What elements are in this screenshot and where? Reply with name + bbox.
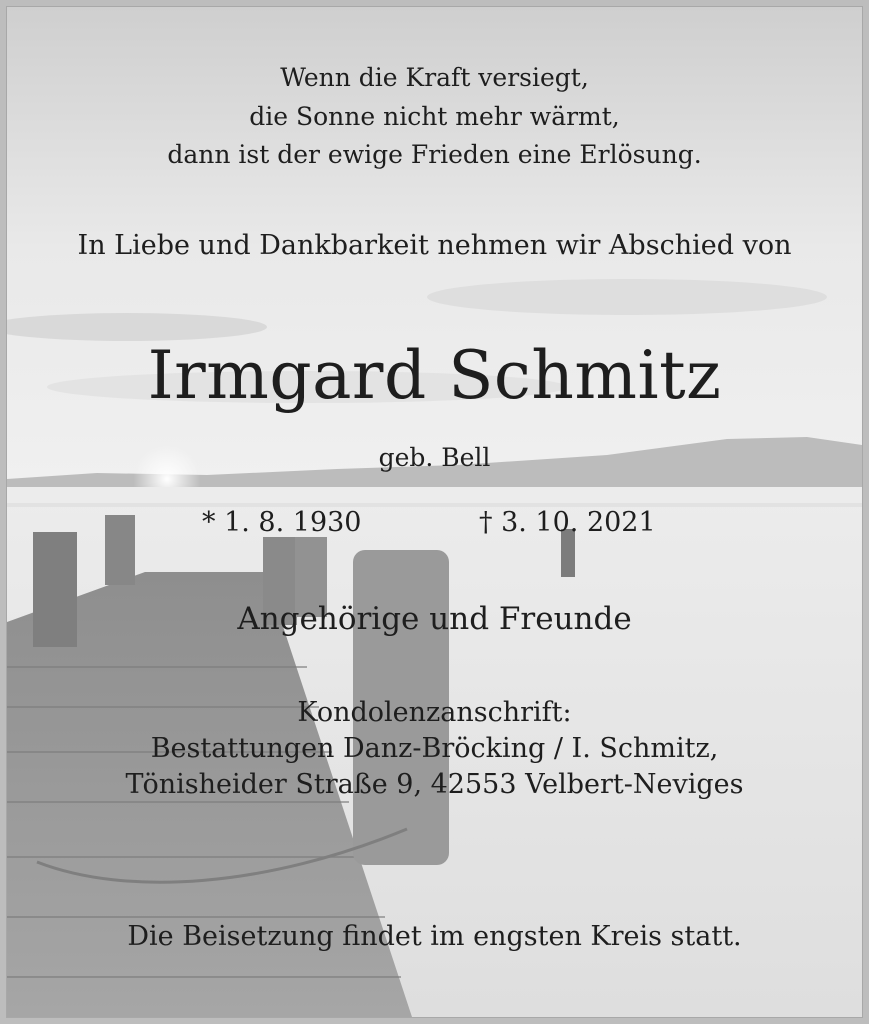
address-line: Bestattungen Danz-Bröcking / I. Schmitz, [150,733,719,764]
death-date: † 3. 10. 2021 [479,507,656,538]
obituary-notice [6,6,863,1018]
poem-line: die Sonne nicht mehr wärmt, [249,101,620,131]
intro-text: In Liebe und Dankbarkeit nehmen wir Abschied von [77,230,792,261]
poem [7,59,862,175]
address-heading: Kondolenzanschrift: [297,697,572,728]
deceased-name: Irmgard Schmitz [147,337,722,414]
address-line: Tönisheider Straße 9, 42553 Velbert-Neviges [125,769,744,800]
poem-line: Wenn die Kraft versiegt, [280,63,589,92]
mourners: Angehörige und Freunde [237,601,632,637]
condolence-address [7,695,862,803]
life-dates [7,507,862,547]
birth-date: * 1. 8. 1930 [202,507,362,538]
poem-line: dann ist der ewige Frieden eine Erlösung. [167,140,702,169]
maiden-name: geb. Bell [378,443,491,472]
funeral-note: Die Beisetzung findet im engsten Kreis statt. [127,921,742,952]
